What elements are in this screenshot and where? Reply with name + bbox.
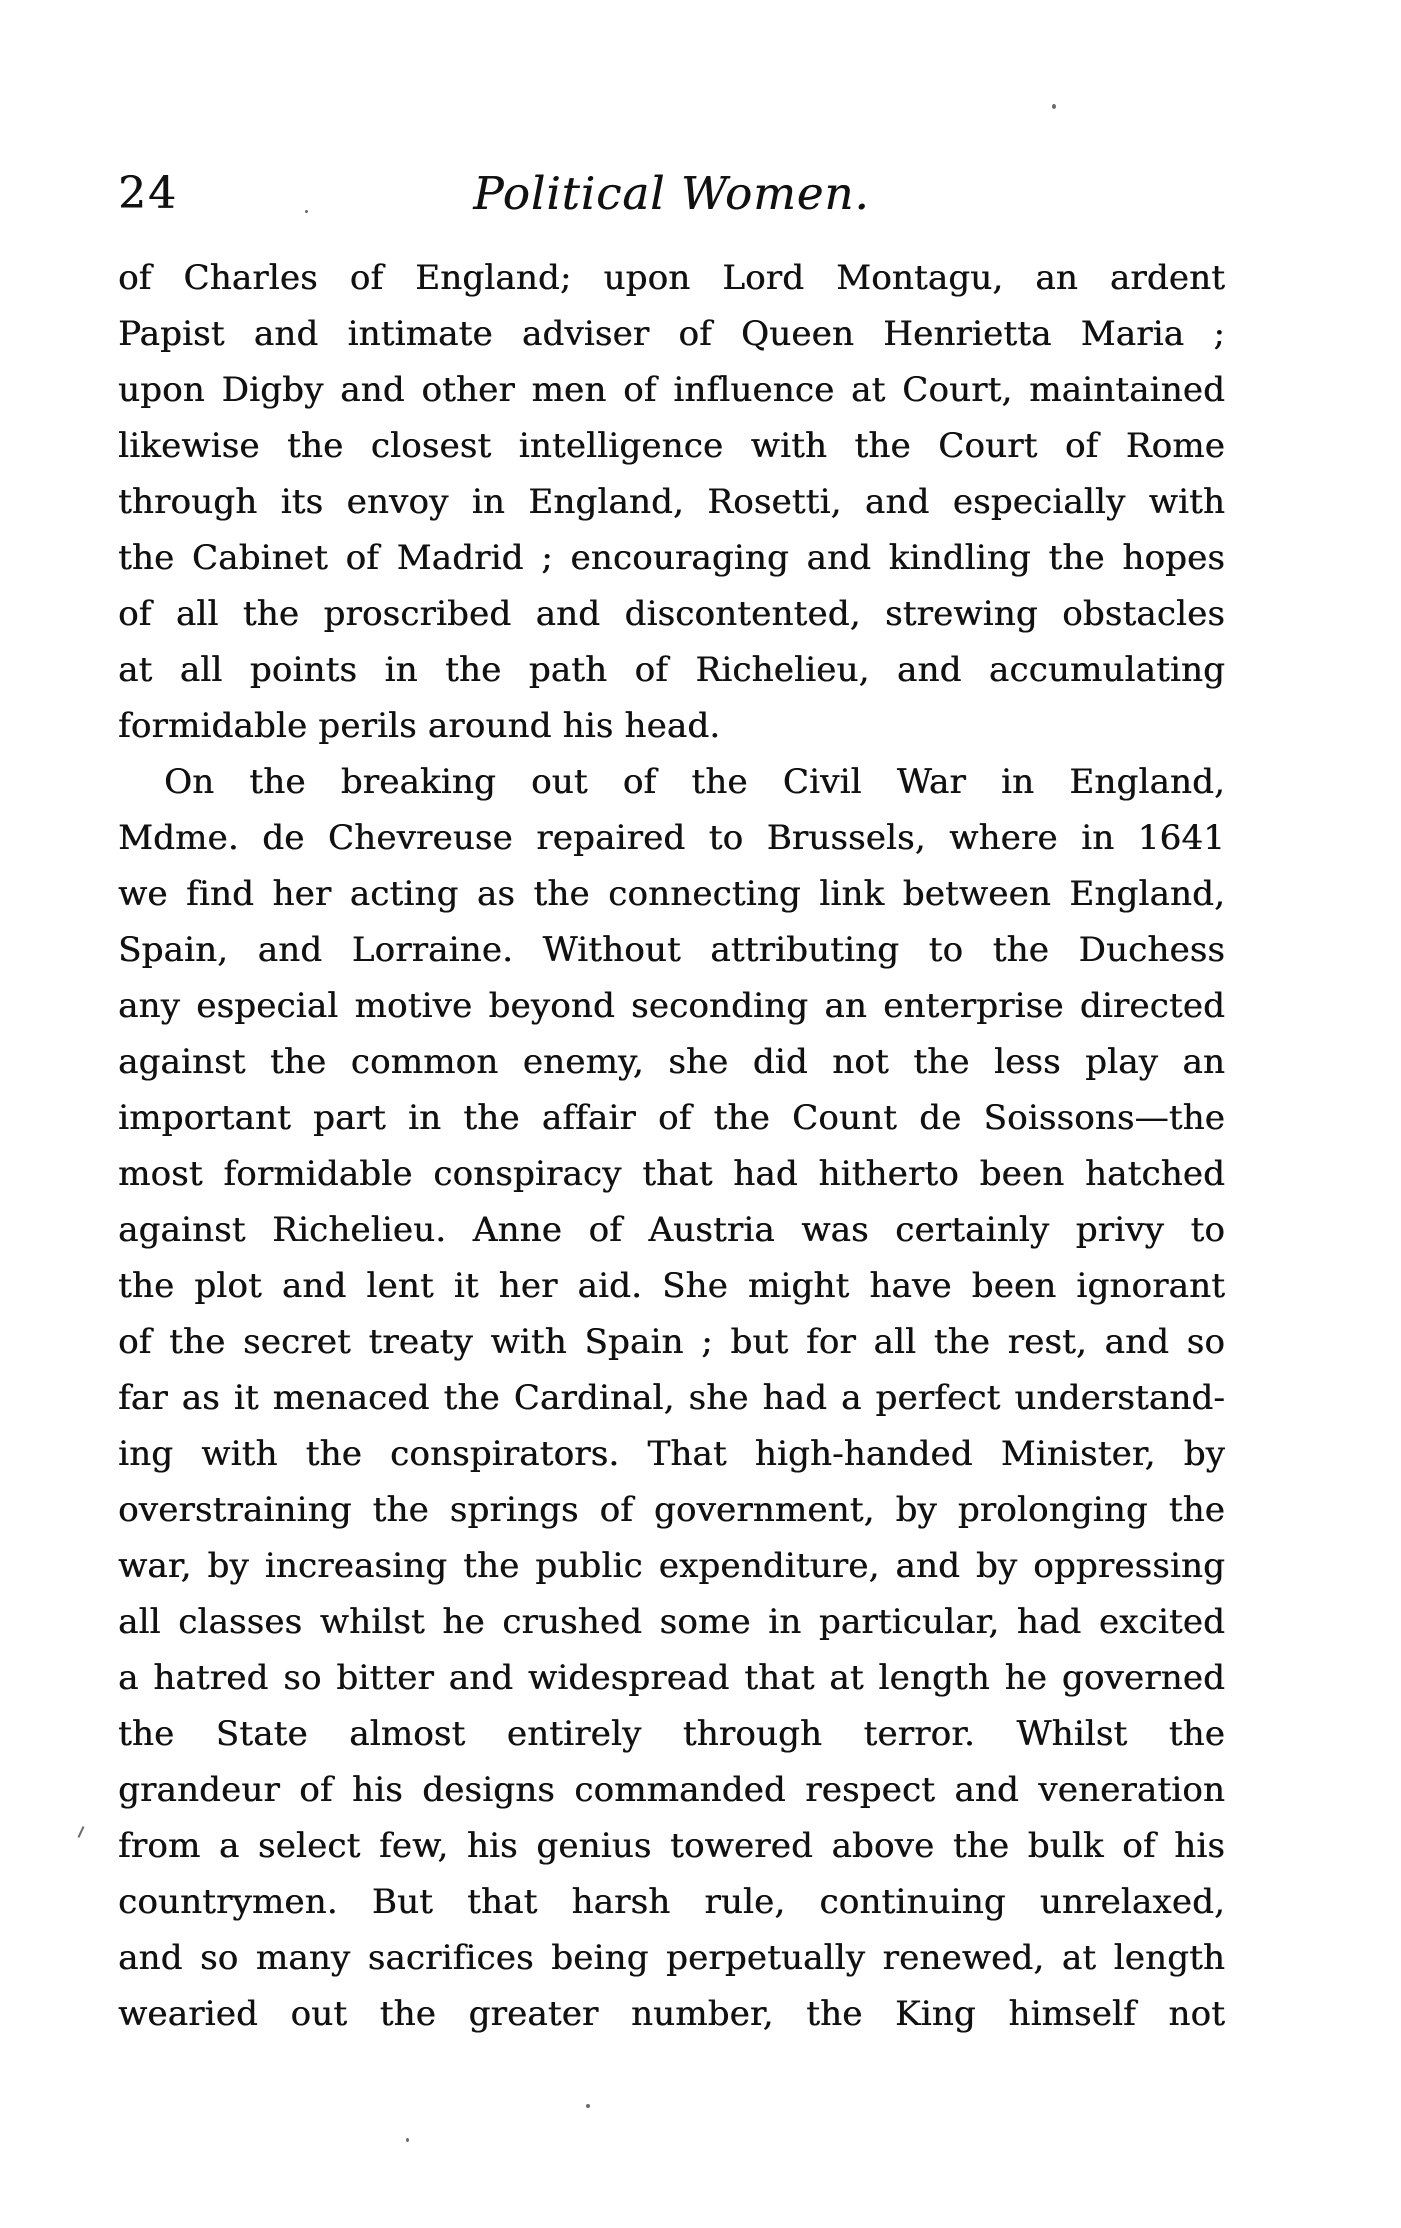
text-line: from a select few, his genius towered above the bulk of his bbox=[118, 1826, 1225, 1866]
text-line: wearied out the greater number, the King himself not bbox=[118, 1994, 1225, 2034]
text-line: grandeur of his designs commanded respect and veneration bbox=[118, 1770, 1225, 1810]
scan-speck bbox=[305, 210, 308, 213]
text-line: war, by increasing the public expenditure, and by oppressing bbox=[118, 1546, 1225, 1586]
text-line: ing with the conspirators. That high-handed Minister, by bbox=[118, 1434, 1225, 1474]
text-line: Mdme. de Chevreuse repaired to Brussels, where in 1641 bbox=[118, 818, 1225, 858]
text-line: upon Digby and other men of influence at Court, maintained bbox=[118, 370, 1225, 410]
text-line: and so many sacrifices being perpetually renewed, at length bbox=[118, 1938, 1225, 1978]
text-line: likewise the closest intelligence with the Court of Rome bbox=[118, 426, 1225, 466]
text-line: a hatred so bitter and widespread that at length he governed bbox=[118, 1658, 1225, 1698]
text-line: the Cabinet of Madrid ; encouraging and kindling the hopes bbox=[118, 538, 1225, 578]
text-line: of Charles of England; upon Lord Montagu, an ardent bbox=[118, 258, 1225, 298]
text-line: of the secret treaty with Spain ; but for all the rest, and so bbox=[118, 1322, 1225, 1362]
text-line: we find her acting as the connecting link between England, bbox=[118, 874, 1225, 914]
text-line: important part in the affair of the Count de Soissons—the bbox=[118, 1098, 1225, 1138]
text-block bbox=[118, 250, 1225, 2042]
text-line: the State almost entirely through terror. Whilst the bbox=[118, 1714, 1225, 1754]
scan-speck bbox=[1052, 104, 1056, 109]
text-line: of all the proscribed and discontented, strewing obstacles bbox=[118, 594, 1225, 634]
scan-speck bbox=[406, 2138, 409, 2142]
text-line: all classes whilst he crushed some in particular, had excited bbox=[118, 1602, 1225, 1642]
text-line: overstraining the springs of government, by prolonging the bbox=[118, 1490, 1225, 1530]
page-number: 24 bbox=[118, 168, 178, 219]
text-line: Spain, and Lorraine. Without attributing to the Duchess bbox=[118, 930, 1225, 970]
scan-speck bbox=[586, 2104, 590, 2108]
text-line: any especial motive beyond seconding an enterprise directed bbox=[118, 986, 1225, 1026]
text-line: On the breaking out of the Civil War in England, bbox=[164, 762, 1225, 802]
text-line: through its envoy in England, Rosetti, and especially with bbox=[118, 482, 1225, 522]
text-line: Papist and intimate adviser of Queen Henrietta Maria ; bbox=[118, 314, 1225, 354]
text-line: far as it menaced the Cardinal, she had a perfect understand- bbox=[118, 1378, 1225, 1418]
page-header bbox=[118, 168, 1225, 220]
text-line: most formidable conspiracy that had hitherto been hatched bbox=[118, 1154, 1225, 1194]
text-line: formidable perils around his head. bbox=[118, 706, 721, 746]
text-line: against the common enemy, she did not the less play an bbox=[118, 1042, 1225, 1082]
text-line: countrymen. But that harsh rule, continuing unrelaxed, bbox=[118, 1882, 1225, 1922]
text-line: against Richelieu. Anne of Austria was certainly privy to bbox=[118, 1210, 1225, 1250]
text-line: the plot and lent it her aid. She might have been ignorant bbox=[118, 1266, 1225, 1306]
text-line: at all points in the path of Richelieu, and accumulating bbox=[118, 650, 1225, 690]
scan-speck bbox=[78, 1826, 85, 1838]
running-title: Political Women. bbox=[473, 167, 870, 220]
